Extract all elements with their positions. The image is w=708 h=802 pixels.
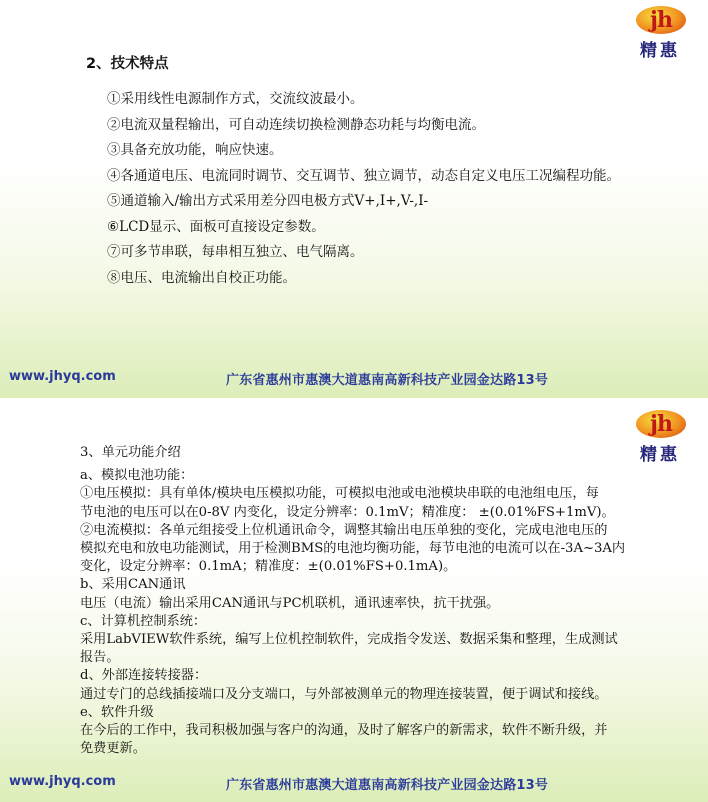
logo-chinese-name: 精惠 (640, 41, 680, 61)
body-line: b、采用CAN通讯 (80, 577, 186, 593)
footer-address: 广东省惠州市惠澳大道惠南高新科技产业园金达路13号 (226, 778, 549, 793)
feature-item: ②电流双量程输出，可自动连续切换检测静态功耗与均衡电流。 (107, 116, 485, 133)
body-line: ①电压模拟：具有单体/模块电压模拟功能，可模拟电池或电池模块串联的电池组电压，每 (80, 486, 599, 502)
body-line: ②电流模拟：各单元组接受上位机通讯命令，调整其输出电压单独的变化，完成电池电压的 (80, 522, 608, 538)
body-line: 在今后的工作中，我司积极加强与客户的沟通，及时了解客户的新需求，软件不断升级，并 (80, 723, 608, 739)
feature-item: ④各通道电压、电流同时调节、交互调节、独立调节，动态自定义电压工况编程功能。 (107, 167, 620, 184)
unit-function-text (80, 444, 678, 758)
logo-oval (636, 6, 686, 34)
body-line: 通过专门的总线插接端口及分支端口，与外部被测单元的物理连接装置，便于调试和接线。 (80, 686, 608, 702)
body-line: 采用LabVIEW软件系统，编写上位机控制软件，完成指令发送、数据采集和整理，生成测试 (80, 632, 618, 648)
company-logo (630, 6, 690, 62)
footer-address: 广东省惠州市惠澳大道惠南高新科技产业园金达路13号 (226, 373, 549, 388)
feature-list (107, 90, 620, 294)
body-line: 模拟充电和放电功能测试，用于检测BMS的电池均衡功能，每节电池的电流可以在-3A~3A内 (80, 541, 626, 557)
feature-item: ⑦可多节串联，每串相互独立、电气隔离。 (107, 244, 364, 260)
section-title: 3、单元功能介绍 (80, 445, 181, 460)
feature-item: ⑧电压、电流输出自校正功能。 (107, 269, 296, 286)
body-line: d、外部连接转接器： (80, 668, 208, 684)
body-line: 免费更新。 (80, 741, 146, 757)
logo-chinese-name: 精惠 (640, 445, 680, 465)
feature-item: ⑥LCD显示、面板可直接设定参数。 (107, 218, 325, 235)
footer-website: www.jhyq.com (9, 774, 116, 789)
body-line: 电压（电流）输出采用CAN通讯与PC机联机，通讯速率快，抗干扰强。 (80, 595, 500, 611)
logo-oval (636, 410, 686, 438)
body-line: e、软件升级 (80, 704, 154, 720)
logo-mark: jh (650, 411, 672, 437)
section-title: 2、技术特点 (86, 56, 169, 72)
body-line: c、计算机控制系统： (80, 613, 207, 629)
body-line: 报告。 (80, 650, 120, 666)
feature-item: ⑤通道输入/输出方式采用差分四电极方式V+,I+,V-,I- (107, 193, 429, 209)
footer-website: www.jhyq.com (9, 369, 116, 384)
slide-technical-features (0, 0, 708, 398)
logo-mark: jh (650, 7, 672, 33)
feature-item: ①采用线性电源制作方式，交流纹波最小。 (107, 91, 364, 107)
body-line: 变化，设定分辨率：0.1mA；精准度：±(0.01%FS+0.1mA)。 (80, 559, 457, 575)
body-line: a、模拟电池功能： (80, 468, 194, 484)
slide-unit-functions (0, 404, 708, 802)
body-line: 节电池的电压可以在0-8V 内变化，设定分辨率：0.1mV；精准度： ±(0.01%FS+1mV)。 (80, 504, 615, 520)
feature-item: ③具备充放功能，响应快速。 (107, 142, 283, 158)
